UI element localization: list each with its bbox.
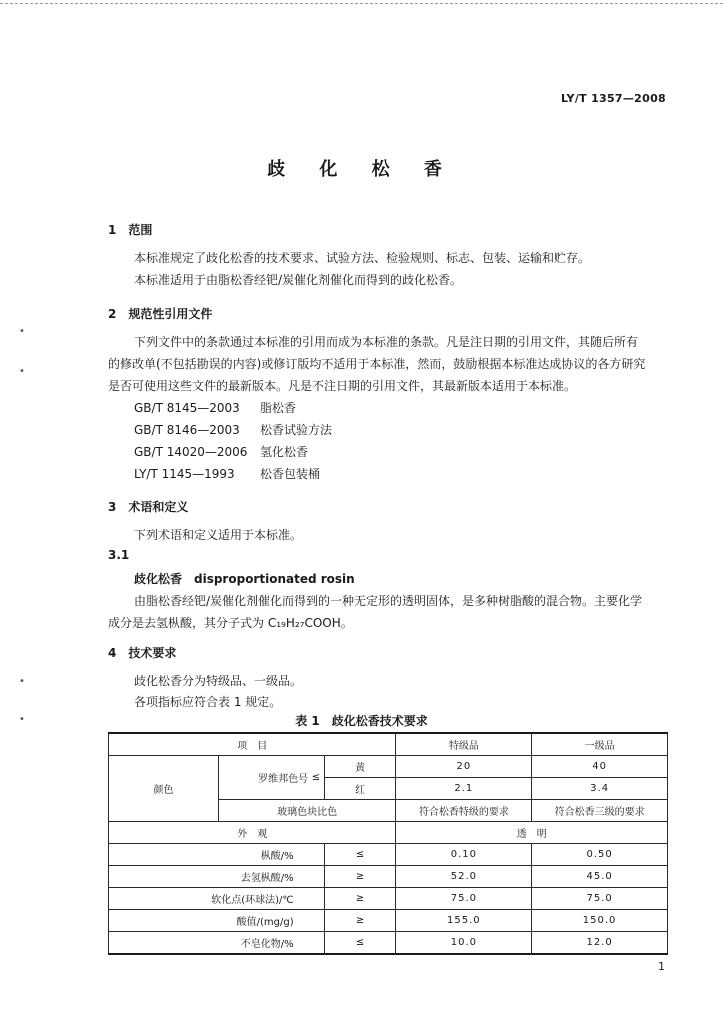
yellow-label: 黄 (324, 756, 396, 778)
property-name: 去氢枞酸/% (109, 866, 325, 888)
appearance-value: 透 明 (396, 822, 668, 844)
normref-line-2: 的修改单(不包括勘误的内容)或修订版均不适用于本标准，然而，鼓励根据本标准达成协议的各方研究 (108, 357, 646, 371)
table-row (109, 932, 668, 955)
reference-code: GB/T 14020—2006 (134, 445, 248, 459)
first-grade-value: 75.0 (532, 888, 668, 910)
table-header-row (109, 733, 668, 756)
first-grade-value: 12.0 (532, 932, 668, 955)
scope-paragraph-2: 本标准适用于由脂松香经钯/炭催化剂催化而得到的歧化松香。 (134, 273, 463, 287)
lovibond-operator: ≤ (308, 756, 324, 800)
scan-top-edge (0, 3, 723, 4)
red-first-value: 3.4 (532, 778, 668, 800)
clause-number: 3.1 (108, 548, 130, 562)
property-operator: ≤ (324, 844, 396, 866)
reference-name: 松香包装桶 (260, 467, 321, 481)
special-grade-value: 0.10 (396, 844, 532, 866)
first-grade-value: 0.50 (532, 844, 668, 866)
red-special-value: 2.1 (396, 778, 532, 800)
reference-name: 氢化松香 (260, 445, 309, 459)
normref-line-3: 是否可使用这些文件的最新版本。凡是不注日期的引用文件，其最新版本适用于本标准。 (108, 379, 577, 393)
scan-margin-mark: • (19, 714, 25, 725)
table-row (109, 756, 668, 778)
property-operator: ≤ (324, 932, 396, 955)
header-item: 项 目 (109, 733, 396, 756)
special-grade-value: 10.0 (396, 932, 532, 955)
property-operator: ≥ (324, 910, 396, 932)
glass-special-value: 符合松香特级的要求 (396, 800, 532, 822)
first-grade-value: 45.0 (532, 866, 668, 888)
page-number: 1 (658, 960, 665, 973)
standard-code: LY/T 1357—2008 (560, 92, 666, 105)
document-title: 歧 化 松 香 (267, 159, 456, 180)
table-row (109, 888, 668, 910)
scan-margin-mark: • (19, 676, 25, 687)
grade-paragraph: 歧化松香分为特级品、一级品。 (134, 674, 303, 688)
reference-name: 脂松香 (260, 401, 297, 415)
table-reference-paragraph: 各项指标应符合表 1 规定。 (134, 695, 282, 709)
scope-paragraph-1: 本标准规定了歧化松香的技术要求、试验方法、检验规则、标志、包装、运输和贮存。 (134, 251, 591, 265)
term-definition-line-2: 成分是去氢枞酸，其分子式为 C₁₉H₂₇COOH。 (108, 616, 353, 630)
table-row (109, 866, 668, 888)
header-first-grade: 一级品 (532, 733, 668, 756)
table-caption: 表 1 歧化松香技术要求 (295, 714, 428, 728)
terms-intro: 下列术语和定义适用于本标准。 (134, 528, 303, 542)
property-operator: ≥ (324, 866, 396, 888)
term-definition-line-1: 由脂松香经钯/炭催化剂催化而得到的一种无定形的透明固体，是多种树脂酸的混合物。主要化学 (134, 594, 643, 608)
lovibond-label: 罗维邦色号 (218, 756, 308, 800)
red-label: 红 (324, 778, 396, 800)
special-grade-value: 52.0 (396, 866, 532, 888)
header-special-grade: 特级品 (396, 733, 532, 756)
property-name: 酸值/(mg/g) (109, 910, 325, 932)
reference-item (134, 421, 332, 438)
section-2-heading: 2 规范性引用文件 (108, 307, 213, 321)
reference-code: GB/T 8146—2003 (134, 423, 240, 437)
special-grade-value: 155.0 (396, 910, 532, 932)
glass-first-value: 符合松香三级的要求 (532, 800, 668, 822)
reference-code: LY/T 1145—1993 (134, 467, 235, 481)
table-row (109, 910, 668, 932)
yellow-first-value: 40 (532, 756, 668, 778)
property-operator: ≥ (324, 888, 396, 910)
reference-name: 松香试验方法 (260, 423, 333, 437)
reference-item (134, 399, 296, 416)
section-1-heading: 1 范围 (108, 223, 153, 237)
section-3-heading: 3 术语和定义 (108, 500, 189, 514)
table-row (109, 844, 668, 866)
table-row (109, 822, 668, 844)
reference-code: GB/T 8145—2003 (134, 401, 240, 415)
term-entry: 歧化松香 disproportionated rosin (134, 572, 355, 586)
specification-table (108, 732, 668, 955)
property-name: 软化点(环球法)/℃ (109, 888, 325, 910)
reference-item (134, 443, 308, 460)
yellow-special-value: 20 (396, 756, 532, 778)
reference-item (134, 465, 320, 482)
first-grade-value: 150.0 (532, 910, 668, 932)
special-grade-value: 75.0 (396, 888, 532, 910)
glass-comparison-label: 玻璃色块比色 (218, 800, 396, 822)
scan-margin-mark: • (19, 326, 25, 337)
normref-line-1: 下列文件中的条款通过本标准的引用而成为本标准的条款。凡是注日期的引用文件，其随后所有 (134, 335, 639, 349)
appearance-label: 外 观 (109, 822, 396, 844)
color-label: 颜色 (109, 756, 219, 822)
scan-margin-mark: • (19, 366, 25, 377)
section-4-heading: 4 技术要求 (108, 646, 177, 660)
property-name: 不皂化物/% (109, 932, 325, 955)
property-name: 枞酸/% (109, 844, 325, 866)
